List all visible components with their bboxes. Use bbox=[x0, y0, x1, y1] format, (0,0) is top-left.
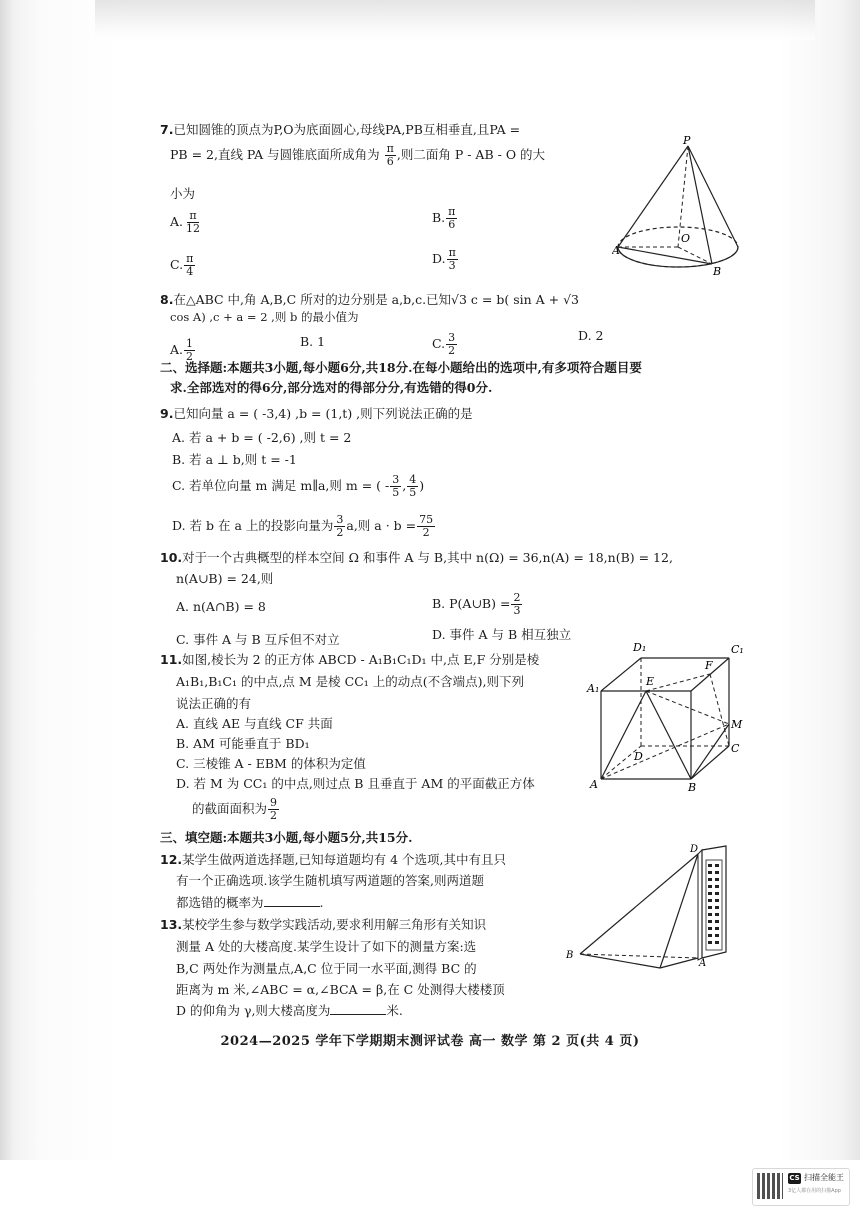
d-frac-2 bbox=[417, 514, 435, 539]
frac-num: 3 bbox=[448, 331, 456, 344]
d-pre: D. 若 b 在 a 上的投影向量为 bbox=[172, 518, 334, 533]
q10-number: 10. bbox=[160, 550, 183, 565]
q13-text-5: D 的仰角为 γ,则大楼高度为 bbox=[176, 1003, 331, 1018]
frac-num: π bbox=[386, 142, 394, 155]
scanner-tagline: 3亿人都在用的扫描App bbox=[788, 1188, 841, 1194]
opt-letter: A. bbox=[170, 342, 184, 357]
q10-text-1: 对于一个古典概型的样本空间 Ω 和事件 A 与 B,其中 n(Ω) = 36,n(A) = 18,n(B) = 12, bbox=[182, 550, 673, 565]
frac-den: 3 bbox=[448, 259, 456, 272]
camscanner-logo: CS bbox=[789, 1174, 800, 1182]
q13-number: 13. bbox=[160, 917, 183, 932]
q8-line1 bbox=[160, 290, 579, 309]
q8-option-c bbox=[432, 332, 458, 357]
label-e: E bbox=[646, 675, 655, 688]
label-a: A bbox=[612, 244, 620, 257]
scan-shadow-top bbox=[95, 0, 815, 40]
q11-line2: A₁B₁,B₁C₁ 的中点,点 M 是棱 CC₁ 上的动点(不含端点),则下列 bbox=[176, 674, 524, 689]
generatrix-pb bbox=[688, 146, 712, 264]
q9-option-d bbox=[172, 514, 436, 539]
label-b: B bbox=[566, 950, 574, 961]
q9-option-b: B. 若 a ⊥ b,则 t = -1 bbox=[172, 452, 297, 467]
q7-option-c bbox=[170, 253, 196, 278]
q9-option-c bbox=[172, 474, 424, 499]
q7-number: 7. bbox=[160, 122, 174, 137]
frac-num: 9 bbox=[270, 796, 278, 809]
q12-text-3: 都选错的概率为 bbox=[176, 895, 264, 910]
q8-text-1: 在△ABC 中,角 A,B,C 所对的边分别是 a,b,c.已知√3 c = b( sin A + √3 bbox=[173, 292, 580, 307]
cube-figure bbox=[586, 636, 746, 796]
frac-den: 5 bbox=[409, 486, 417, 499]
scanner-watermark bbox=[752, 1168, 850, 1206]
label-c1: C₁ bbox=[731, 643, 744, 656]
cone-edge-right bbox=[688, 146, 738, 247]
generatrix-pa bbox=[618, 146, 691, 247]
label-a: A bbox=[699, 958, 707, 969]
frac-den: 2 bbox=[422, 526, 430, 539]
q9-stem bbox=[160, 404, 473, 423]
q13-line2: 测量 A 处的大楼高度.某学生设计了如下的测量方案:选 bbox=[176, 939, 477, 954]
section2-heading-2: 求.全部选对的得6分,部分选对的得部分分,有选错的得0分. bbox=[170, 380, 493, 395]
opt-letter: B. bbox=[432, 210, 446, 225]
q13-text-1: 某校学生参与数学实践活动,要求利用解三角形有关知识 bbox=[182, 917, 487, 932]
opt-letter: A. bbox=[170, 214, 184, 229]
q12-line3 bbox=[176, 893, 324, 912]
line-cd bbox=[660, 854, 698, 968]
q7-line1 bbox=[160, 120, 520, 139]
c-post: ) bbox=[419, 478, 425, 493]
opt-letter: C. bbox=[170, 257, 184, 272]
label-a1: A₁ bbox=[587, 682, 600, 695]
label-p: P bbox=[683, 134, 691, 147]
frac-num: 1 bbox=[186, 337, 194, 350]
chord-ab bbox=[618, 247, 712, 264]
q11-option-d: D. 若 M 为 CC₁ 的中点,则过点 B 且垂直于 AM 的平面截正方体 bbox=[176, 776, 535, 791]
opt-frac bbox=[447, 247, 458, 272]
q13-line5 bbox=[176, 1001, 403, 1020]
segment-eb bbox=[646, 691, 691, 779]
d-mid: a,则 a · b = bbox=[346, 518, 417, 533]
line-bc bbox=[580, 954, 660, 968]
label-m: M bbox=[731, 718, 743, 731]
frac-num: 2 bbox=[513, 591, 521, 604]
q11-number: 11. bbox=[160, 652, 183, 667]
q11-option-b: B. AM 可能垂直于 BD₁ bbox=[176, 736, 310, 751]
q7-text-2b: ,则二面角 P - AB - O 的大 bbox=[396, 147, 546, 162]
c-mid: , bbox=[402, 478, 407, 493]
frac-num: 75 bbox=[419, 513, 434, 526]
label-a: A bbox=[590, 778, 598, 791]
q13-line3: B,C 两处作为测量点,A,C 位于同一水平面,测得 BC 的 bbox=[176, 961, 477, 976]
section2-heading-1: 二、选择题:本题共3小题,每小题6分,共18分.在每小题给出的选项中,有多项符合题目要 bbox=[160, 360, 642, 375]
q10-option-b bbox=[432, 592, 523, 617]
q7-line3: 小为 bbox=[170, 186, 196, 201]
label-d1: D₁ bbox=[633, 641, 647, 654]
building-figure bbox=[560, 840, 750, 970]
q9-stem-text: 已知向量 a = ( -3,4) ,b = (1,t) ,则下列说法正确的是 bbox=[173, 406, 473, 421]
q11-text-1: 如图,棱长为 2 的正方体 ABCD - A₁B₁C₁D₁ 中,点 E,F 分别是棱 bbox=[182, 652, 540, 667]
segment-em bbox=[646, 691, 729, 724]
frac-num: π bbox=[448, 246, 456, 259]
frac-den: 3 bbox=[513, 604, 521, 617]
q11-line1 bbox=[160, 650, 539, 669]
label-d: D bbox=[634, 750, 643, 763]
q12-line2: 有一个正确选项.该学生随机填写两道题的答案,则两道题 bbox=[176, 873, 484, 888]
edge-d1a1 bbox=[601, 658, 641, 691]
q8-line2: cos A) ,c + a = 2 ,则 b 的最小值为 bbox=[170, 310, 359, 324]
building-front bbox=[702, 846, 726, 958]
building-windows bbox=[708, 864, 719, 944]
section3-heading: 三、填空题:本题共3小题,每小题5分,共15分. bbox=[160, 830, 413, 845]
opt-frac bbox=[446, 332, 457, 357]
q7-text-1: 已知圆锥的顶点为P,O为底面圆心,母线PA,PB互相垂直,且PA = bbox=[173, 122, 521, 137]
line-bd bbox=[580, 854, 698, 954]
b-frac bbox=[511, 592, 522, 617]
d-frac-1 bbox=[334, 514, 345, 539]
opt-frac bbox=[446, 206, 457, 231]
q10-option-c: C. 事件 A 与 B 互斥但不对立 bbox=[176, 632, 340, 647]
segment-ae bbox=[601, 691, 646, 779]
frac-num: 4 bbox=[409, 473, 417, 486]
qr-code-icon bbox=[757, 1173, 783, 1199]
b-pre: B. P(A∪B) = bbox=[432, 596, 511, 611]
opt-frac bbox=[184, 210, 202, 235]
q10-option-a: A. n(A∩B) = 8 bbox=[176, 599, 266, 614]
segment-fc bbox=[710, 674, 729, 746]
q13-line4: 距离为 m 米,∠ABC = α,∠BCA = β,在 C 处测得大楼楼顶 bbox=[176, 982, 505, 997]
opt-letter: D. bbox=[432, 251, 446, 266]
q12-number: 12. bbox=[160, 852, 183, 867]
label-b: B bbox=[713, 265, 722, 278]
c-frac-1 bbox=[390, 474, 401, 499]
frac-den: 2 bbox=[186, 350, 194, 363]
frac-den: 6 bbox=[386, 155, 394, 168]
page-footer: 2024—2025 学年下学期期末测评试卷 高一 数学 第 2 页(共 4 页) bbox=[220, 1034, 640, 1049]
q13-text-end: 米. bbox=[386, 1003, 403, 1018]
opt-letter: C. bbox=[432, 336, 446, 351]
frac-den: 12 bbox=[186, 222, 201, 235]
q11-option-d-cont bbox=[192, 797, 280, 822]
c-frac-2 bbox=[407, 474, 418, 499]
q12-text-end: . bbox=[319, 895, 324, 910]
q12-line1 bbox=[160, 850, 506, 869]
frac-den: 6 bbox=[448, 218, 456, 231]
frac-den: 2 bbox=[336, 526, 344, 539]
q10-line2: n(A∪B) = 24,则 bbox=[176, 571, 274, 586]
q7-option-b bbox=[432, 206, 458, 231]
q11-option-c: C. 三棱锥 A - EBM 的体积为定值 bbox=[176, 756, 366, 771]
q8-number: 8. bbox=[160, 292, 174, 307]
cone-figure bbox=[612, 132, 752, 282]
frac-den: 4 bbox=[186, 265, 194, 278]
d2-frac bbox=[268, 797, 279, 822]
q11-line3: 说法正确的有 bbox=[176, 696, 252, 711]
q7-text-2a: PB = 2,直线 PA 与圆锥底面所成角为 bbox=[170, 147, 380, 162]
frac-num: π bbox=[186, 252, 194, 265]
frac-den: 2 bbox=[448, 344, 456, 357]
q11-option-a: A. 直线 AE 与直线 CF 共面 bbox=[176, 716, 333, 731]
frac-num: 3 bbox=[392, 473, 400, 486]
label-d: D bbox=[690, 844, 699, 855]
frac-num: π bbox=[448, 205, 456, 218]
line-ca bbox=[660, 958, 698, 968]
q7-option-a bbox=[170, 210, 203, 235]
label-b: B bbox=[688, 781, 697, 794]
d2-text: 的截面面积为 bbox=[192, 801, 268, 816]
opt-frac bbox=[184, 253, 195, 278]
q9-number: 9. bbox=[160, 406, 174, 421]
label-c: C bbox=[731, 742, 740, 755]
frac-den: 5 bbox=[392, 486, 400, 499]
q10-line1 bbox=[160, 548, 673, 567]
q10-option-d: D. 事件 A 与 B 相互独立 bbox=[432, 627, 572, 642]
q12-text-1: 某学生做两道选择题,已知每道题均有 4 个选项,其中有且只 bbox=[182, 852, 507, 867]
frac-num: π bbox=[189, 209, 197, 222]
c-pre: C. 若单位向量 m 满足 m∥a,则 m = ( - bbox=[172, 478, 390, 493]
label-o: O bbox=[681, 232, 691, 245]
q9-option-a: A. 若 a + b = ( -2,6) ,则 t = 2 bbox=[172, 430, 352, 445]
q7-line2 bbox=[170, 143, 545, 168]
q7-frac-pi-6 bbox=[385, 143, 396, 168]
q8-option-b: B. 1 bbox=[300, 334, 326, 349]
q8-option-d: D. 2 bbox=[578, 328, 604, 343]
q13-line1 bbox=[160, 915, 486, 934]
frac-num: 3 bbox=[336, 513, 344, 526]
label-f: F bbox=[705, 659, 713, 672]
q7-option-d bbox=[432, 247, 459, 272]
scanner-name: 扫描全能王 bbox=[804, 1173, 844, 1182]
answer-blank[interactable] bbox=[264, 894, 320, 907]
frac-den: 2 bbox=[270, 809, 278, 822]
answer-blank[interactable] bbox=[330, 1002, 386, 1015]
